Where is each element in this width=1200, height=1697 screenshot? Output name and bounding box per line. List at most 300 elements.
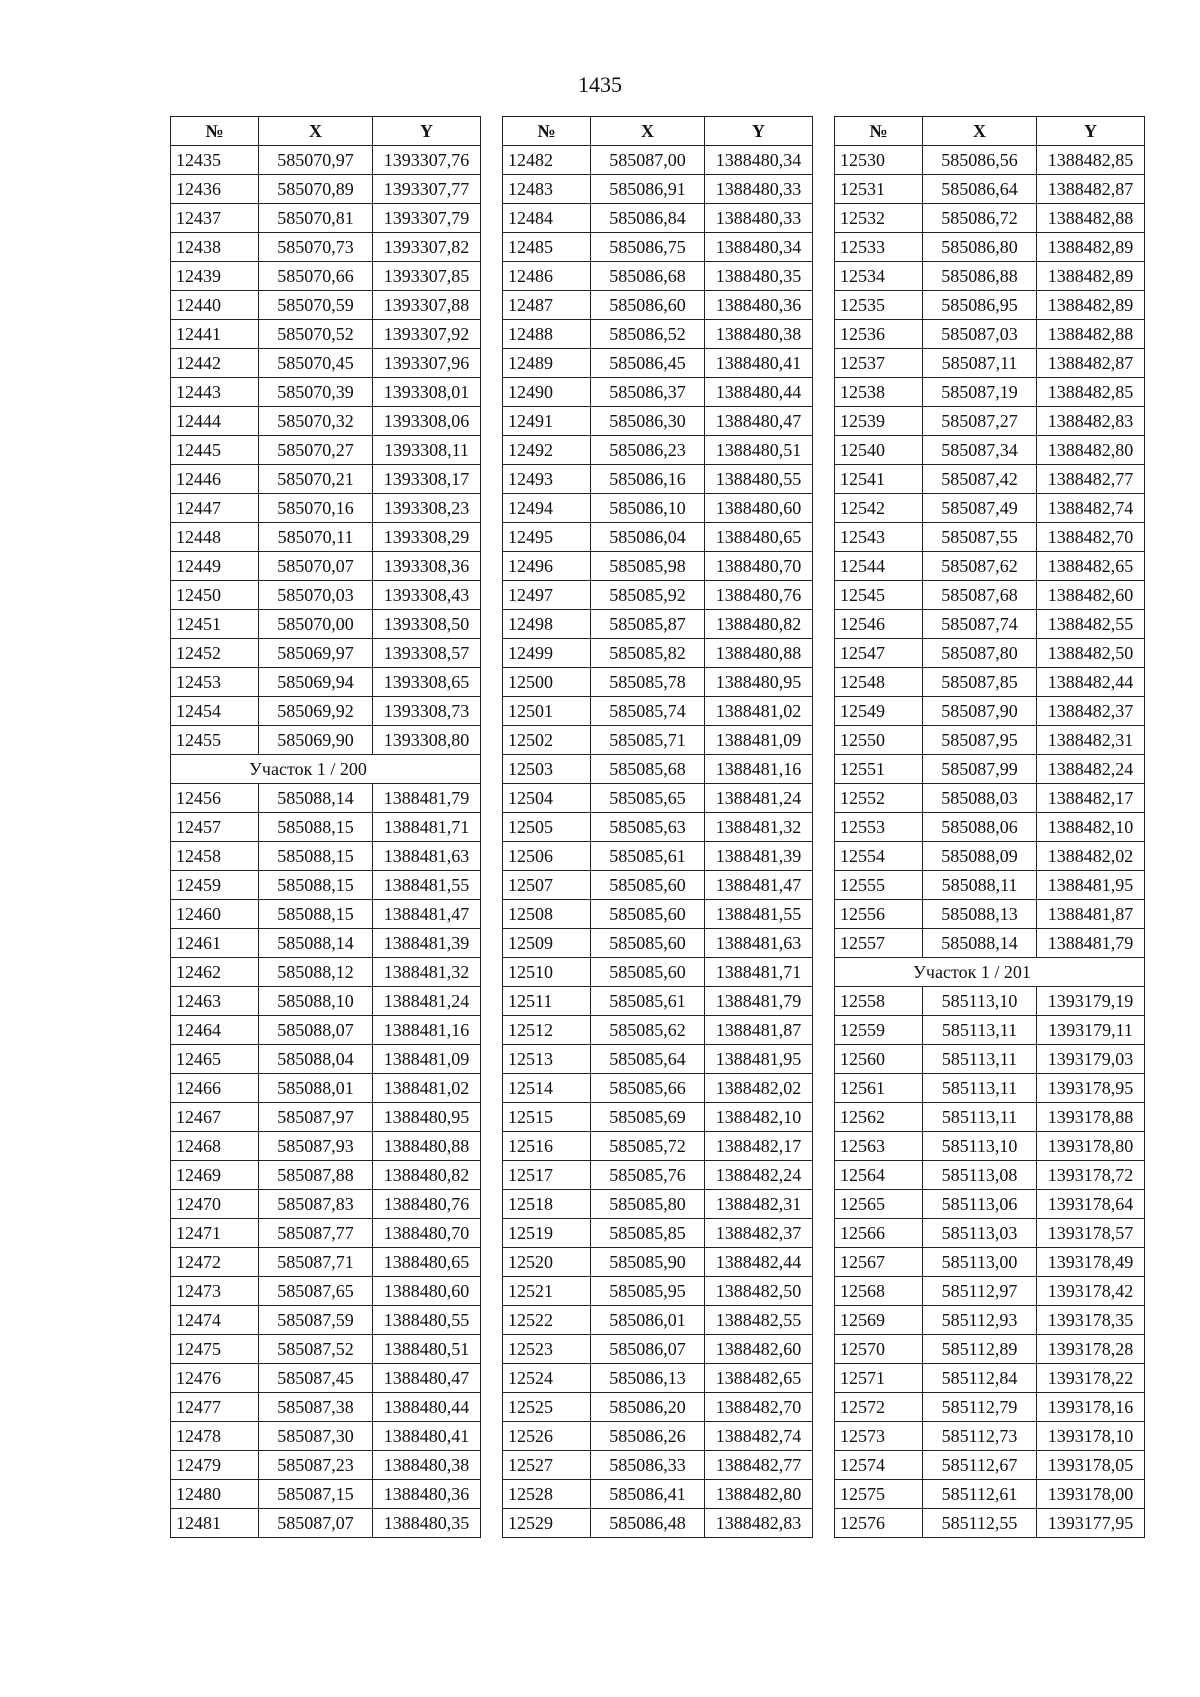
x-coordinate-cell: 585087,23 (259, 1451, 373, 1480)
x-coordinate-cell: 585087,90 (923, 697, 1037, 726)
y-coordinate-cell: 1388480,35 (373, 1509, 481, 1538)
y-coordinate-cell: 1393178,64 (1037, 1190, 1145, 1219)
y-coordinate-cell: 1388481,63 (373, 842, 481, 871)
x-coordinate-cell: 585085,95 (591, 1277, 705, 1306)
point-number-cell: 12448 (171, 523, 259, 552)
x-coordinate-cell: 585085,60 (591, 900, 705, 929)
y-coordinate-cell: 1393178,35 (1037, 1306, 1145, 1335)
point-number-cell: 12436 (171, 175, 259, 204)
point-number-cell: 12542 (835, 494, 923, 523)
point-number-cell: 12527 (503, 1451, 591, 1480)
x-coordinate-cell: 585086,26 (591, 1422, 705, 1451)
x-coordinate-cell: 585112,93 (923, 1306, 1037, 1335)
y-coordinate-cell: 1393307,79 (373, 204, 481, 233)
point-number-cell: 12500 (503, 668, 591, 697)
y-coordinate-cell: 1388482,31 (705, 1190, 813, 1219)
point-number-cell: 12508 (503, 900, 591, 929)
y-coordinate-cell: 1388482,88 (1037, 320, 1145, 349)
point-number-cell: 12529 (503, 1509, 591, 1538)
x-coordinate-cell: 585086,20 (591, 1393, 705, 1422)
y-coordinate-cell: 1388481,47 (705, 871, 813, 900)
table-row (503, 175, 813, 204)
table-row (835, 1132, 1145, 1161)
x-coordinate-cell: 585086,30 (591, 407, 705, 436)
y-coordinate-cell: 1388480,38 (373, 1451, 481, 1480)
x-coordinate-cell: 585087,62 (923, 552, 1037, 581)
table-row (171, 1306, 481, 1335)
x-coordinate-cell: 585085,98 (591, 552, 705, 581)
x-coordinate-cell: 585086,01 (591, 1306, 705, 1335)
point-number-cell: 12440 (171, 291, 259, 320)
point-number-cell: 12551 (835, 755, 923, 784)
table-row (503, 552, 813, 581)
point-number-cell: 12514 (503, 1074, 591, 1103)
point-number-cell: 12454 (171, 697, 259, 726)
x-coordinate-cell: 585086,16 (591, 465, 705, 494)
y-coordinate-cell: 1388480,76 (705, 581, 813, 610)
point-number-cell: 12560 (835, 1045, 923, 1074)
table-row (835, 175, 1145, 204)
table-row (171, 1248, 481, 1277)
y-coordinate-cell: 1388482,10 (705, 1103, 813, 1132)
table-row (503, 1509, 813, 1538)
y-coordinate-cell: 1388482,65 (1037, 552, 1145, 581)
y-coordinate-cell: 1388480,41 (373, 1422, 481, 1451)
point-number-cell: 12557 (835, 929, 923, 958)
y-coordinate-cell: 1388480,95 (373, 1103, 481, 1132)
y-coordinate-cell: 1388480,47 (705, 407, 813, 436)
y-coordinate-cell: 1393307,85 (373, 262, 481, 291)
point-number-cell: 12525 (503, 1393, 591, 1422)
x-coordinate-cell: 585085,90 (591, 1248, 705, 1277)
point-number-cell: 12472 (171, 1248, 259, 1277)
table-row (835, 1509, 1145, 1538)
table-row (171, 291, 481, 320)
point-number-cell: 12450 (171, 581, 259, 610)
table-row (171, 1132, 481, 1161)
x-coordinate-cell: 585085,65 (591, 784, 705, 813)
table-row (503, 1248, 813, 1277)
x-coordinate-cell: 585113,11 (923, 1045, 1037, 1074)
x-coordinate-cell: 585087,88 (259, 1161, 373, 1190)
y-coordinate-cell: 1388482,85 (1037, 146, 1145, 175)
point-number-cell: 12438 (171, 233, 259, 262)
point-number-cell: 12554 (835, 842, 923, 871)
y-coordinate-cell: 1388481,79 (705, 987, 813, 1016)
x-coordinate-cell: 585088,04 (259, 1045, 373, 1074)
x-coordinate-cell: 585087,00 (591, 146, 705, 175)
table-row (171, 581, 481, 610)
x-coordinate-cell: 585087,95 (923, 726, 1037, 755)
table-row (503, 639, 813, 668)
point-number-cell: 12538 (835, 378, 923, 407)
point-number-cell: 12547 (835, 639, 923, 668)
x-coordinate-cell: 585085,85 (591, 1219, 705, 1248)
header-number: № (503, 117, 591, 146)
point-number-cell: 12546 (835, 610, 923, 639)
x-coordinate-cell: 585070,97 (259, 146, 373, 175)
x-coordinate-cell: 585088,15 (259, 871, 373, 900)
y-coordinate-cell: 1393178,00 (1037, 1480, 1145, 1509)
point-number-cell: 12552 (835, 784, 923, 813)
y-coordinate-cell: 1388481,87 (1037, 900, 1145, 929)
point-number-cell: 12441 (171, 320, 259, 349)
x-coordinate-cell: 585085,63 (591, 813, 705, 842)
table-row (503, 813, 813, 842)
x-coordinate-cell: 585086,88 (923, 262, 1037, 291)
x-coordinate-cell: 585069,97 (259, 639, 373, 668)
table-row (171, 987, 481, 1016)
x-coordinate-cell: 585086,10 (591, 494, 705, 523)
table-row (171, 378, 481, 407)
table-row (835, 204, 1145, 233)
y-coordinate-cell: 1393178,28 (1037, 1335, 1145, 1364)
x-coordinate-cell: 585087,15 (259, 1480, 373, 1509)
x-coordinate-cell: 585086,41 (591, 1480, 705, 1509)
header-x: X (591, 117, 705, 146)
table-row (503, 378, 813, 407)
point-number-cell: 12543 (835, 523, 923, 552)
x-coordinate-cell: 585112,97 (923, 1277, 1037, 1306)
y-coordinate-cell: 1388480,35 (705, 262, 813, 291)
x-coordinate-cell: 585086,04 (591, 523, 705, 552)
x-coordinate-cell: 585113,08 (923, 1161, 1037, 1190)
table-row (835, 1219, 1145, 1248)
y-coordinate-cell: 1388481,95 (705, 1045, 813, 1074)
y-coordinate-cell: 1388481,16 (373, 1016, 481, 1045)
x-coordinate-cell: 585087,65 (259, 1277, 373, 1306)
y-coordinate-cell: 1393307,77 (373, 175, 481, 204)
point-number-cell: 12499 (503, 639, 591, 668)
table-row (171, 349, 481, 378)
y-coordinate-cell: 1393308,36 (373, 552, 481, 581)
y-coordinate-cell: 1388480,33 (705, 204, 813, 233)
y-coordinate-cell: 1388481,95 (1037, 871, 1145, 900)
table-row (171, 813, 481, 842)
x-coordinate-cell: 585087,59 (259, 1306, 373, 1335)
point-number-cell: 12459 (171, 871, 259, 900)
y-coordinate-cell: 1388480,38 (705, 320, 813, 349)
table-row (171, 465, 481, 494)
point-number-cell: 12460 (171, 900, 259, 929)
y-coordinate-cell: 1388480,44 (373, 1393, 481, 1422)
y-coordinate-cell: 1393178,22 (1037, 1364, 1145, 1393)
point-number-cell: 12526 (503, 1422, 591, 1451)
table-row (503, 1074, 813, 1103)
point-number-cell: 12531 (835, 175, 923, 204)
x-coordinate-cell: 585087,19 (923, 378, 1037, 407)
point-number-cell: 12533 (835, 233, 923, 262)
x-coordinate-cell: 585085,61 (591, 987, 705, 1016)
x-coordinate-cell: 585088,15 (259, 813, 373, 842)
y-coordinate-cell: 1388482,44 (705, 1248, 813, 1277)
y-coordinate-cell: 1388482,24 (1037, 755, 1145, 784)
table-row (503, 1132, 813, 1161)
point-number-cell: 12473 (171, 1277, 259, 1306)
point-number-cell: 12562 (835, 1103, 923, 1132)
point-number-cell: 12494 (503, 494, 591, 523)
point-number-cell: 12566 (835, 1219, 923, 1248)
y-coordinate-cell: 1388481,39 (373, 929, 481, 958)
point-number-cell: 12475 (171, 1335, 259, 1364)
x-coordinate-cell: 585086,84 (591, 204, 705, 233)
y-coordinate-cell: 1393308,23 (373, 494, 481, 523)
table-row (835, 320, 1145, 349)
table-row (835, 813, 1145, 842)
y-coordinate-cell: 1388482,55 (1037, 610, 1145, 639)
y-coordinate-cell: 1393307,76 (373, 146, 481, 175)
table-row (503, 958, 813, 987)
table-row (503, 1422, 813, 1451)
table-row (503, 726, 813, 755)
x-coordinate-cell: 585087,38 (259, 1393, 373, 1422)
point-number-cell: 12502 (503, 726, 591, 755)
table-row (835, 871, 1145, 900)
y-coordinate-cell: 1393179,19 (1037, 987, 1145, 1016)
y-coordinate-cell: 1393178,05 (1037, 1451, 1145, 1480)
y-coordinate-cell: 1388480,34 (705, 146, 813, 175)
x-coordinate-cell: 585069,90 (259, 726, 373, 755)
x-coordinate-cell: 585087,97 (259, 1103, 373, 1132)
y-coordinate-cell: 1388482,89 (1037, 233, 1145, 262)
y-coordinate-cell: 1388480,60 (373, 1277, 481, 1306)
table-row (835, 755, 1145, 784)
y-coordinate-cell: 1388482,88 (1037, 204, 1145, 233)
y-coordinate-cell: 1388481,79 (373, 784, 481, 813)
y-coordinate-cell: 1388480,88 (705, 639, 813, 668)
y-coordinate-cell: 1388480,36 (373, 1480, 481, 1509)
point-number-cell: 12489 (503, 349, 591, 378)
y-coordinate-cell: 1388482,02 (1037, 842, 1145, 871)
y-coordinate-cell: 1393307,92 (373, 320, 481, 349)
table-row (835, 929, 1145, 958)
table-row (835, 1451, 1145, 1480)
point-number-cell: 12461 (171, 929, 259, 958)
point-number-cell: 12540 (835, 436, 923, 465)
header-number: № (835, 117, 923, 146)
y-coordinate-cell: 1388482,83 (705, 1509, 813, 1538)
point-number-cell: 12465 (171, 1045, 259, 1074)
y-coordinate-cell: 1388481,63 (705, 929, 813, 958)
point-number-cell: 12455 (171, 726, 259, 755)
point-number-cell: 12515 (503, 1103, 591, 1132)
y-coordinate-cell: 1388482,02 (705, 1074, 813, 1103)
x-coordinate-cell: 585087,42 (923, 465, 1037, 494)
header-number: № (171, 117, 259, 146)
point-number-cell: 12490 (503, 378, 591, 407)
x-coordinate-cell: 585087,52 (259, 1335, 373, 1364)
y-coordinate-cell: 1393178,42 (1037, 1277, 1145, 1306)
table-row (171, 1045, 481, 1074)
point-number-cell: 12519 (503, 1219, 591, 1248)
point-number-cell: 12528 (503, 1480, 591, 1509)
y-coordinate-cell: 1388482,85 (1037, 378, 1145, 407)
point-number-cell: 12495 (503, 523, 591, 552)
x-coordinate-cell: 585087,49 (923, 494, 1037, 523)
x-coordinate-cell: 585086,75 (591, 233, 705, 262)
table-row (835, 726, 1145, 755)
x-coordinate-cell: 585070,89 (259, 175, 373, 204)
table-row (503, 1161, 813, 1190)
x-coordinate-cell: 585069,94 (259, 668, 373, 697)
point-number-cell: 12471 (171, 1219, 259, 1248)
table-row (835, 378, 1145, 407)
point-number-cell: 12524 (503, 1364, 591, 1393)
table-row (503, 291, 813, 320)
y-coordinate-cell: 1388480,55 (705, 465, 813, 494)
table-row (503, 1016, 813, 1045)
table-row (171, 407, 481, 436)
table-row (171, 929, 481, 958)
y-coordinate-cell: 1393177,95 (1037, 1509, 1145, 1538)
table-header-row (835, 117, 1145, 146)
x-coordinate-cell: 585085,60 (591, 958, 705, 987)
point-number-cell: 12572 (835, 1393, 923, 1422)
table-row (835, 1103, 1145, 1132)
y-coordinate-cell: 1388480,82 (705, 610, 813, 639)
table-row (171, 1509, 481, 1538)
table-row (171, 1161, 481, 1190)
y-coordinate-cell: 1388482,55 (705, 1306, 813, 1335)
point-number-cell: 12553 (835, 813, 923, 842)
x-coordinate-cell: 585112,55 (923, 1509, 1037, 1538)
y-coordinate-cell: 1388482,10 (1037, 813, 1145, 842)
table-row (171, 1422, 481, 1451)
y-coordinate-cell: 1388480,60 (705, 494, 813, 523)
y-coordinate-cell: 1388480,51 (373, 1335, 481, 1364)
y-coordinate-cell: 1393308,73 (373, 697, 481, 726)
y-coordinate-cell: 1388481,55 (373, 871, 481, 900)
point-number-cell: 12530 (835, 146, 923, 175)
table-row (503, 204, 813, 233)
point-number-cell: 12464 (171, 1016, 259, 1045)
section-title: Участок 1 / 201 (835, 958, 1145, 987)
point-number-cell: 12559 (835, 1016, 923, 1045)
table-row (503, 436, 813, 465)
y-coordinate-cell: 1393308,11 (373, 436, 481, 465)
table-row (835, 581, 1145, 610)
x-coordinate-cell: 585087,93 (259, 1132, 373, 1161)
y-coordinate-cell: 1388482,89 (1037, 291, 1145, 320)
point-number-cell: 12535 (835, 291, 923, 320)
point-number-cell: 12513 (503, 1045, 591, 1074)
x-coordinate-cell: 585087,68 (923, 581, 1037, 610)
y-coordinate-cell: 1388482,37 (705, 1219, 813, 1248)
table-row (503, 755, 813, 784)
table-row (171, 552, 481, 581)
y-coordinate-cell: 1393308,01 (373, 378, 481, 407)
y-coordinate-cell: 1393308,57 (373, 639, 481, 668)
x-coordinate-cell: 585085,62 (591, 1016, 705, 1045)
y-coordinate-cell: 1393308,50 (373, 610, 481, 639)
y-coordinate-cell: 1388482,77 (705, 1451, 813, 1480)
y-coordinate-cell: 1388482,74 (705, 1422, 813, 1451)
point-number-cell: 12539 (835, 407, 923, 436)
x-coordinate-cell: 585086,07 (591, 1335, 705, 1364)
x-coordinate-cell: 585086,95 (923, 291, 1037, 320)
x-coordinate-cell: 585112,79 (923, 1393, 1037, 1422)
x-coordinate-cell: 585086,52 (591, 320, 705, 349)
x-coordinate-cell: 585070,81 (259, 204, 373, 233)
y-coordinate-cell: 1388481,55 (705, 900, 813, 929)
table-row (503, 349, 813, 378)
x-coordinate-cell: 585070,16 (259, 494, 373, 523)
x-coordinate-cell: 585087,03 (923, 320, 1037, 349)
table-row (171, 1016, 481, 1045)
y-coordinate-cell: 1388481,02 (705, 697, 813, 726)
table-row (171, 204, 481, 233)
table-row (835, 465, 1145, 494)
table-row (835, 610, 1145, 639)
x-coordinate-cell: 585085,87 (591, 610, 705, 639)
table-row (835, 1161, 1145, 1190)
y-coordinate-cell: 1388480,44 (705, 378, 813, 407)
x-coordinate-cell: 585112,84 (923, 1364, 1037, 1393)
y-coordinate-cell: 1388481,79 (1037, 929, 1145, 958)
table-row (171, 842, 481, 871)
table-row (171, 639, 481, 668)
x-coordinate-cell: 585085,76 (591, 1161, 705, 1190)
y-coordinate-cell: 1388482,44 (1037, 668, 1145, 697)
table-row (835, 1190, 1145, 1219)
point-number-cell: 12451 (171, 610, 259, 639)
y-coordinate-cell: 1388480,88 (373, 1132, 481, 1161)
x-coordinate-cell: 585088,09 (923, 842, 1037, 871)
table-row (171, 1219, 481, 1248)
point-number-cell: 12452 (171, 639, 259, 668)
page-number: 1435 (578, 72, 622, 97)
point-number-cell: 12466 (171, 1074, 259, 1103)
x-coordinate-cell: 585088,14 (259, 929, 373, 958)
table-row (171, 958, 481, 987)
point-number-cell: 12534 (835, 262, 923, 291)
y-coordinate-cell: 1393178,10 (1037, 1422, 1145, 1451)
x-coordinate-cell: 585086,68 (591, 262, 705, 291)
coordinates-table-3 (834, 116, 1145, 1538)
y-coordinate-cell: 1388482,74 (1037, 494, 1145, 523)
table-row (171, 146, 481, 175)
y-coordinate-cell: 1393178,72 (1037, 1161, 1145, 1190)
point-number-cell: 12571 (835, 1364, 923, 1393)
table-row (171, 262, 481, 291)
point-number-cell: 12469 (171, 1161, 259, 1190)
table-row (835, 987, 1145, 1016)
point-number-cell: 12550 (835, 726, 923, 755)
table-row (503, 842, 813, 871)
table-row (835, 1364, 1145, 1393)
point-number-cell: 12487 (503, 291, 591, 320)
y-coordinate-cell: 1388482,87 (1037, 349, 1145, 378)
point-number-cell: 12462 (171, 958, 259, 987)
table-row (835, 1335, 1145, 1364)
header-x: X (923, 117, 1037, 146)
y-coordinate-cell: 1393178,95 (1037, 1074, 1145, 1103)
table-row (835, 1248, 1145, 1277)
table-row (503, 523, 813, 552)
y-coordinate-cell: 1393308,17 (373, 465, 481, 494)
point-number-cell: 12505 (503, 813, 591, 842)
y-coordinate-cell: 1388482,24 (705, 1161, 813, 1190)
table-row (503, 1335, 813, 1364)
y-coordinate-cell: 1393307,82 (373, 233, 481, 262)
x-coordinate-cell: 585088,03 (923, 784, 1037, 813)
table-row (171, 900, 481, 929)
y-coordinate-cell: 1388482,89 (1037, 262, 1145, 291)
table-row (503, 1393, 813, 1422)
table-row (503, 1045, 813, 1074)
x-coordinate-cell: 585085,80 (591, 1190, 705, 1219)
y-coordinate-cell: 1388480,36 (705, 291, 813, 320)
